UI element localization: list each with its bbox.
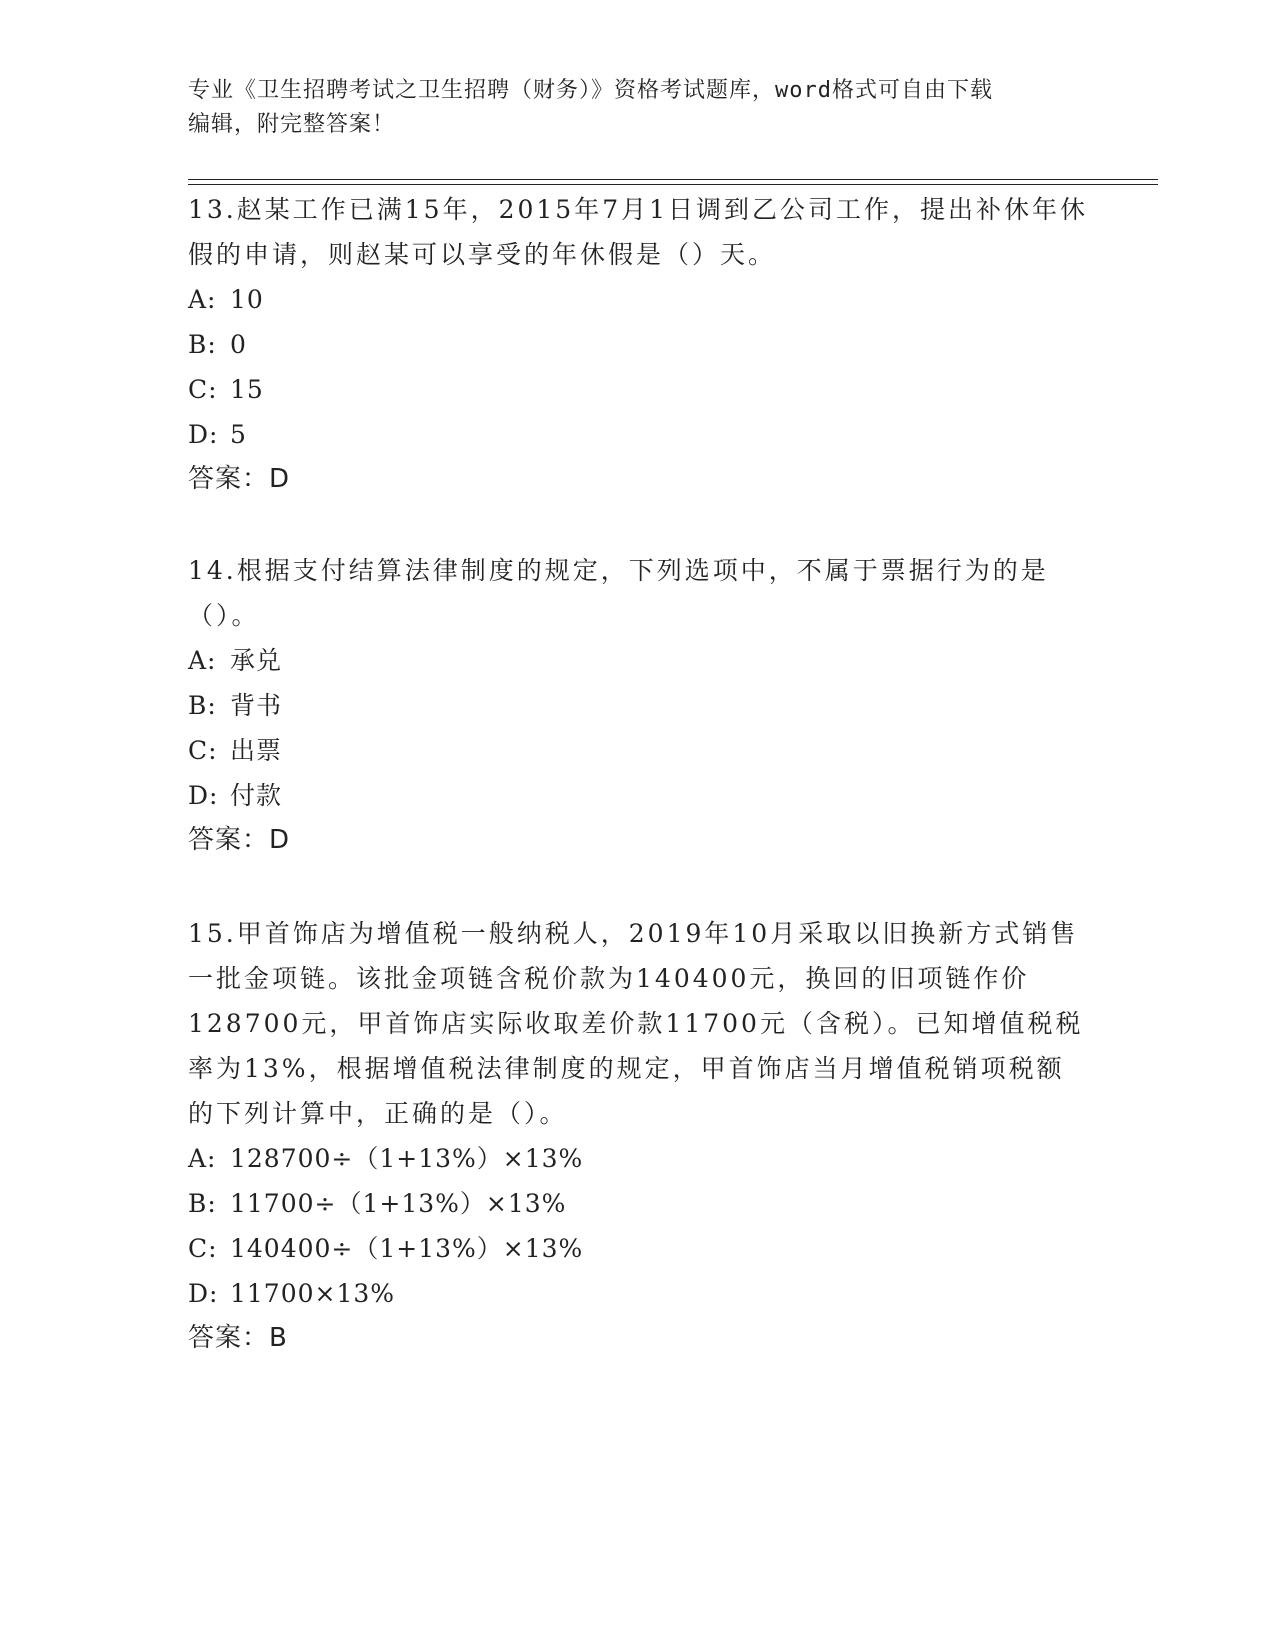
option-d bbox=[188, 412, 1088, 457]
question-13 bbox=[188, 187, 1088, 502]
option-label: D: bbox=[188, 1279, 219, 1308]
option-label: C: bbox=[188, 736, 218, 765]
option-label: A: bbox=[188, 646, 217, 675]
question-14 bbox=[188, 548, 1088, 863]
option-text: 128700÷（1+13%）×13% bbox=[230, 1144, 584, 1173]
question-15 bbox=[188, 911, 1088, 1361]
option-text: 出票 bbox=[230, 736, 283, 765]
option-label: B: bbox=[188, 1189, 217, 1218]
option-label: A: bbox=[188, 1144, 217, 1173]
option-label: D: bbox=[188, 781, 219, 810]
option-text: 付款 bbox=[230, 781, 283, 810]
option-a bbox=[188, 638, 1088, 683]
question-stem: 14.根据支付结算法律制度的规定，下列选项中，不属于票据行为的是（）。 bbox=[188, 556, 1049, 630]
option-text: 15 bbox=[230, 375, 264, 404]
header-line-1: 专业《卫生招聘考试之卫生招聘（财务）》资格考试题库，word格式可自由下载 bbox=[188, 78, 993, 103]
option-text: 5 bbox=[230, 420, 247, 449]
option-text: 10 bbox=[230, 285, 264, 314]
option-text: 背书 bbox=[230, 691, 283, 720]
option-text: 0 bbox=[230, 330, 247, 359]
answer-line: 答案：D bbox=[188, 825, 291, 855]
option-label: C: bbox=[188, 1234, 218, 1263]
answer-line: 答案：B bbox=[188, 1323, 288, 1353]
header-line-2: 编辑，附完整答案！ bbox=[188, 112, 396, 137]
question-stem: 13.赵某工作已满15年，2015年7月1日调到乙公司工作，提出补休年休假的申请，则赵某可以享受的年休假是（）天。 bbox=[188, 195, 1089, 269]
header-divider-bottom bbox=[188, 184, 1158, 185]
option-c bbox=[188, 728, 1088, 773]
option-text: 11700÷（1+13%）×13% bbox=[230, 1189, 567, 1218]
option-b bbox=[188, 322, 1088, 367]
option-a bbox=[188, 1136, 1088, 1181]
option-c bbox=[188, 1226, 1088, 1271]
option-text: 140400÷（1+13%）×13% bbox=[230, 1234, 584, 1263]
option-label: C: bbox=[188, 375, 218, 404]
header-divider-top bbox=[188, 179, 1158, 180]
document-header bbox=[188, 74, 1068, 142]
option-text: 11700×13% bbox=[230, 1279, 396, 1308]
option-label: B: bbox=[188, 691, 217, 720]
option-label: A: bbox=[188, 285, 217, 314]
option-d bbox=[188, 773, 1088, 818]
option-text: 承兑 bbox=[230, 646, 283, 675]
option-b bbox=[188, 683, 1088, 728]
option-label: D: bbox=[188, 420, 219, 449]
option-d bbox=[188, 1271, 1088, 1316]
option-a bbox=[188, 277, 1088, 322]
option-b bbox=[188, 1181, 1088, 1226]
question-stem: 15.甲首饰店为增值税一般纳税人，2019年10月采取以旧换新方式销售一批金项链。该批金项链含税价款为140400元，换回的旧项链作价128700元，甲首饰店实际收取差价款11700元（含税）。已知增值税税率为13%，根据增值税法律制度的规定，甲首饰店当月增值税销项税额的下列计算中，正确的是（）。 bbox=[188, 919, 1084, 1128]
option-label: B: bbox=[188, 330, 217, 359]
answer-line: 答案：D bbox=[188, 464, 291, 494]
option-c bbox=[188, 367, 1088, 412]
